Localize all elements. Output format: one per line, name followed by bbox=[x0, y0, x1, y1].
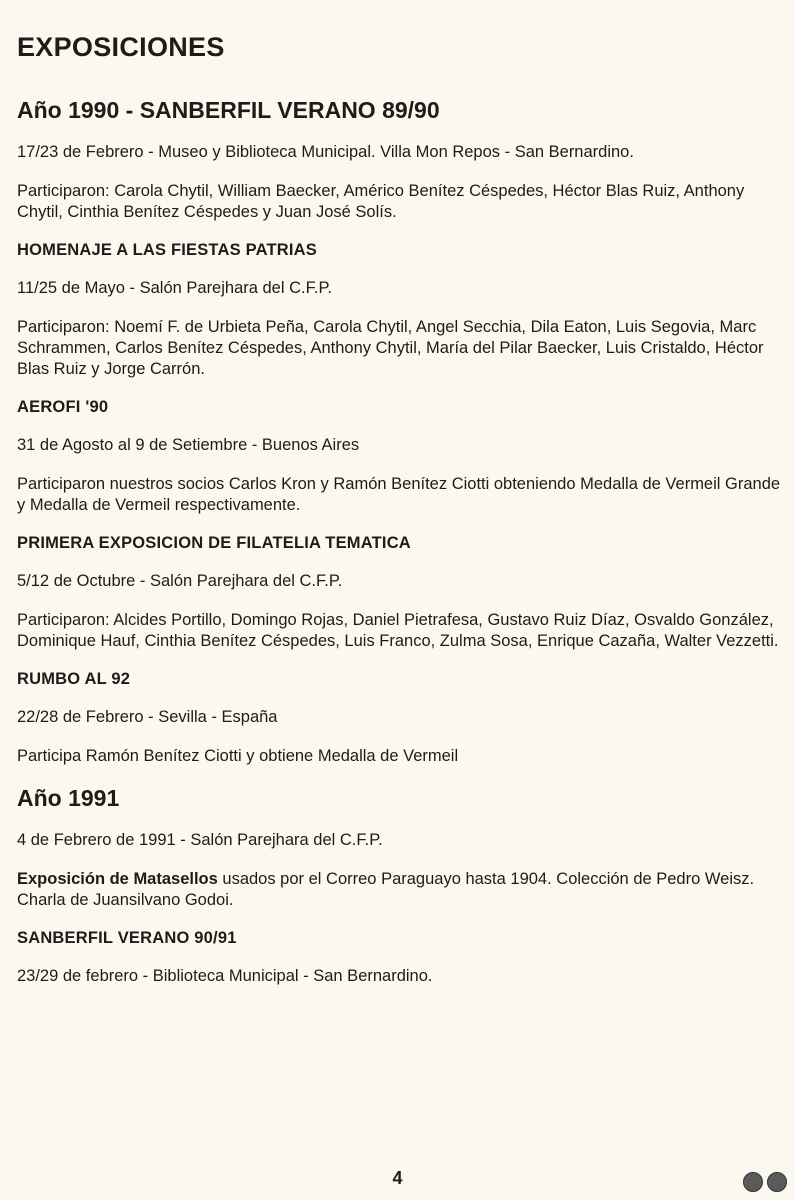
corner-dot-icon bbox=[767, 1172, 787, 1192]
document-page bbox=[17, 20, 782, 1005]
exhibit-date: 22/28 de Febrero - Sevilla - España bbox=[17, 708, 278, 726]
exhibit-date: 23/29 de febrero - Biblioteca Municipal - San Bernardino. bbox=[17, 967, 433, 985]
exhibit-description-rest: usados por el Correo Paraguayo hasta 1904. Colección de Pedro Weisz. Charla de Juansilvano Godoi. bbox=[17, 870, 755, 909]
section-title-filatelia-tematica: PRIMERA EXPOSICION DE FILATELIA TEMATICA bbox=[17, 534, 411, 552]
page-title: EXPOSICIONES bbox=[17, 32, 225, 62]
exhibit-date: 5/12 de Octubre - Salón Parejhara del C.F.P. bbox=[17, 572, 343, 590]
section-title-sanberfil-90-91: SANBERFIL VERANO 90/91 bbox=[17, 929, 237, 947]
corner-marks bbox=[743, 1172, 787, 1192]
section-title-aerofi: AEROFI '90 bbox=[17, 398, 109, 416]
exhibit-participants: Participa Ramón Benítez Ciotti y obtiene Medalla de Vermeil bbox=[17, 747, 459, 765]
year-1990-heading: Año 1990 - SANBERFIL VERANO 89/90 bbox=[17, 97, 440, 123]
exhibit-date: 4 de Febrero de 1991 - Salón Parejhara del C.F.P. bbox=[17, 831, 383, 849]
section-title-rumbo-al-92: RUMBO AL 92 bbox=[17, 670, 131, 688]
exhibit-participants: Participaron: Alcides Portillo, Domingo Rojas, Daniel Pietrafesa, Gustavo Ruiz Díaz, Osvaldo González, Dominique Hauf, Cinthia Benítez Céspedes, Luis Franco, Zulma Sosa, Enrique Cazaña, Walter Vezzetti. bbox=[17, 611, 779, 650]
exhibit-participants: Participaron nuestros socios Carlos Kron y Ramón Benítez Ciotti obteniendo Medalla de Vermeil Grande y Medalla de Vermeil respectivamente. bbox=[17, 475, 781, 514]
exhibit-participants: Participaron: Carola Chytil, William Baecker, Américo Benítez Céspedes, Héctor Blas Ruiz, Anthony Chytil, Cinthia Benítez Céspedes y Juan José Solís. bbox=[17, 182, 745, 221]
exhibit-participants: Participaron: Noemí F. de Urbieta Peña, Carola Chytil, Angel Secchia, Dila Eaton, Luis Segovia, Marc Schrammen, Carlos Benítez Céspedes, Anthony Chytil, María del Pilar Baecker, Luis Cristaldo, Héctor Blas Ruiz y Jorge Carrón. bbox=[17, 318, 764, 378]
exhibit-date: 11/25 de Mayo - Salón Parejhara del C.F.P. bbox=[17, 279, 332, 297]
corner-dot-icon bbox=[743, 1172, 763, 1192]
exhibit-date: 31 de Agosto al 9 de Setiembre - Buenos Aires bbox=[17, 436, 360, 454]
exhibit-bold-lead: Exposición de Matasellos bbox=[17, 870, 218, 888]
section-title-fiestas-patrias: HOMENAJE A LAS FIESTAS PATRIAS bbox=[17, 241, 317, 259]
year-1991-heading: Año 1991 bbox=[17, 785, 120, 811]
exhibit-date: 17/23 de Febrero - Museo y Biblioteca Municipal. Villa Mon Repos - San Bernardino. bbox=[17, 143, 634, 161]
page-number: 4 bbox=[392, 1168, 403, 1188]
exhibit-description bbox=[17, 869, 782, 911]
